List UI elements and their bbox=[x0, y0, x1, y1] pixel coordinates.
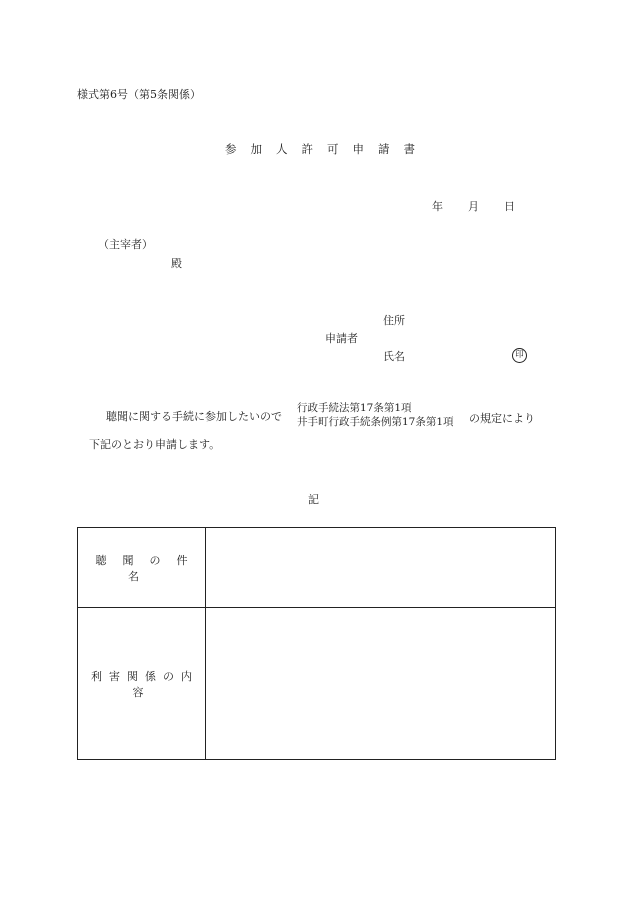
hearing-subject-label: 聴聞の件名 bbox=[78, 528, 206, 608]
interest-content-label: 利害関係の内容 bbox=[78, 608, 206, 760]
table-row bbox=[78, 608, 556, 760]
ki-heading: 記 bbox=[308, 493, 319, 506]
name-label: 氏名 bbox=[383, 350, 405, 363]
applicant-label: 申請者 bbox=[325, 332, 358, 345]
law-option-ordinance: 井手町行政手続条例第17条第1項 bbox=[297, 416, 454, 428]
document-title: 参加人許可申請書 bbox=[225, 142, 429, 156]
form-number: 様式第6号（第5条関係） bbox=[77, 88, 201, 101]
addressee-honorific: 殿 bbox=[171, 257, 182, 270]
table-row bbox=[78, 528, 556, 608]
interest-content-field[interactable] bbox=[206, 608, 556, 760]
hearing-subject-field[interactable] bbox=[206, 528, 556, 608]
seal-icon: 印 bbox=[512, 348, 527, 363]
address-label: 住所 bbox=[383, 314, 405, 327]
application-table bbox=[77, 527, 556, 760]
law-option-act: 行政手続法第17条第1項 bbox=[297, 402, 412, 414]
body-intro: 聴聞に関する手続に参加したいので bbox=[106, 410, 282, 423]
month-label: 月 bbox=[468, 200, 479, 213]
day-label: 日 bbox=[504, 200, 515, 213]
year-label: 年 bbox=[432, 200, 443, 213]
body-line2: 下記のとおり申請します。 bbox=[89, 438, 221, 451]
law-choice bbox=[297, 401, 454, 429]
body-suffix: の規定により bbox=[469, 412, 535, 425]
addressee-role: （主宰者） bbox=[98, 238, 153, 251]
